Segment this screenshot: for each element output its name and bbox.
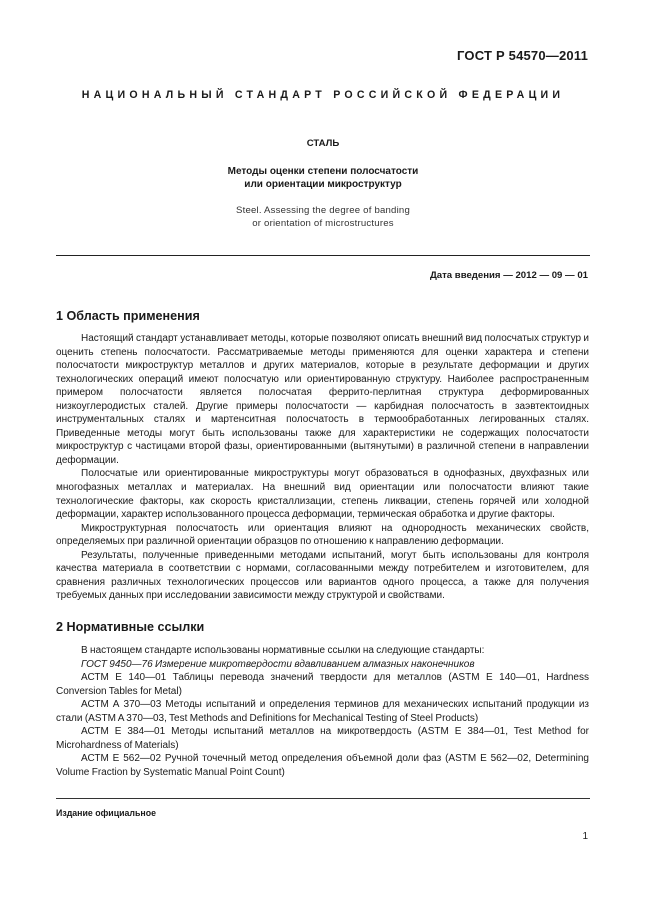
references-intro: В настоящем стандарте использованы нормативные ссылки на следующие стандарты:	[81, 645, 485, 656]
scope-paragraph: Полосчатые или ориентированные микроструктуры могут образоваться в однофазных, двухфазных или многофазных металлах и материалах. На внешний вид ориентации или полосчатости влияют такие технологические факторы, как скорость кристаллизации, степень ликвации, степень горячей или холодной деформации, характер использованного процесса деформации, термическая обработка и другие факторы.	[56, 468, 589, 521]
reference-item: ГОСТ 9450—76 Измерение микротвердости вдавливанием алмазных наконечников	[81, 658, 475, 670]
national-standard-banner: НАЦИОНАЛЬНЫЙ СТАНДАРТ РОССИЙСКОЙ ФЕДЕРАЦИИ	[81, 89, 565, 101]
scope-paragraph: Результаты, полученные приведенными методами испытаний, могут быть использованы для контроля качества материала в соответствии с нормами, согласованными между потребителем и изготовителем, для сравнения различных технологических процессов или вариантов одного процесса, а также для получения требуемых данных при исследовании зависимости между структурой и свойствами.	[56, 549, 589, 602]
scope-paragraph: Настоящий стандарт устанавливает методы, которые позволяют описать внешний вид полосчатых структур и оценить степень полосчатости. Рассматриваемые методы применяются для оценки характера и степени полосчатости микроструктур металлов и других материалов, которые в результате деформации и других технологических операций имеют полосчатую или ориентированную структуру. Наиболее распространенным примером полосчатости является полосчатая феррито-перлитная структура деформированных низкоуглеродистых сталей. Другие примеры полосчатости — карбидная полосчатость в заэвтектоидных инструментальных сталях и мартенситная полосчатость в термообработанных легированных сталях. Приведенные методы могут быть использованы также для характеристики не содержащих полосчатости микроструктур с частицами второй фазы, ориентированными (вытянутыми) в различной степени в направлении деформации.	[56, 333, 589, 466]
section-heading-scope: 1 Область применения	[56, 309, 200, 323]
section-heading-references: 2 Нормативные ссылки	[56, 620, 205, 634]
bottom-divider	[56, 798, 590, 799]
document-title: СТАЛЬ	[306, 138, 340, 149]
reference-item: АСТМ Е 140—01 Таблицы перевода значений твердости для металлов (ASTM E 140—01, Hardness Conversion Tables for Metal)	[56, 672, 589, 697]
top-divider	[56, 255, 590, 256]
subtitle-ru-line-2: или ориентации микроструктур	[244, 179, 402, 190]
reference-item: АСТМ Е 562—02 Ручной точечный метод определения объемной доли фаз (ASTM E 562—02, Determining Volume Fraction by Systematic Manual Point Count)	[56, 753, 589, 778]
section-scope	[56, 309, 589, 603]
subtitle-russian	[56, 165, 590, 191]
page-number: 1	[582, 831, 588, 842]
subtitle-en-line-2: or orientation of microstructures	[252, 218, 394, 229]
introduction-date: Дата введения — 2012 — 09 — 01	[429, 270, 588, 281]
section-normative-references	[56, 620, 589, 779]
subtitle-ru-line-1: Методы оценки степени полосчатости	[227, 166, 419, 177]
official-edition-label: Издание официальное	[56, 808, 156, 818]
scope-paragraph: Микроструктурная полосчатость или ориентация влияют на однородность механических свойств, определяемых при различной ориентации образцов по отношению к направлению деформации.	[56, 522, 589, 548]
reference-item: АСТМ А 370—03 Методы испытаний и определения терминов для механических испытаний продукции из стали (ASTM A 370—03, Test Methods and Definitions for Mechanical Testing of Steel Products)	[56, 699, 589, 724]
standard-number: ГОСТ Р 54570—2011	[457, 48, 588, 63]
subtitle-en-line-1: Steel. Assessing the degree of banding	[235, 205, 410, 216]
reference-item: АСТМ Е 384—01 Методы испытаний металлов на микротвердость (ASTM E 384—01, Test Method for Microhardness of Materials)	[56, 726, 589, 751]
title-block	[56, 138, 590, 230]
subtitle-english	[56, 204, 590, 230]
